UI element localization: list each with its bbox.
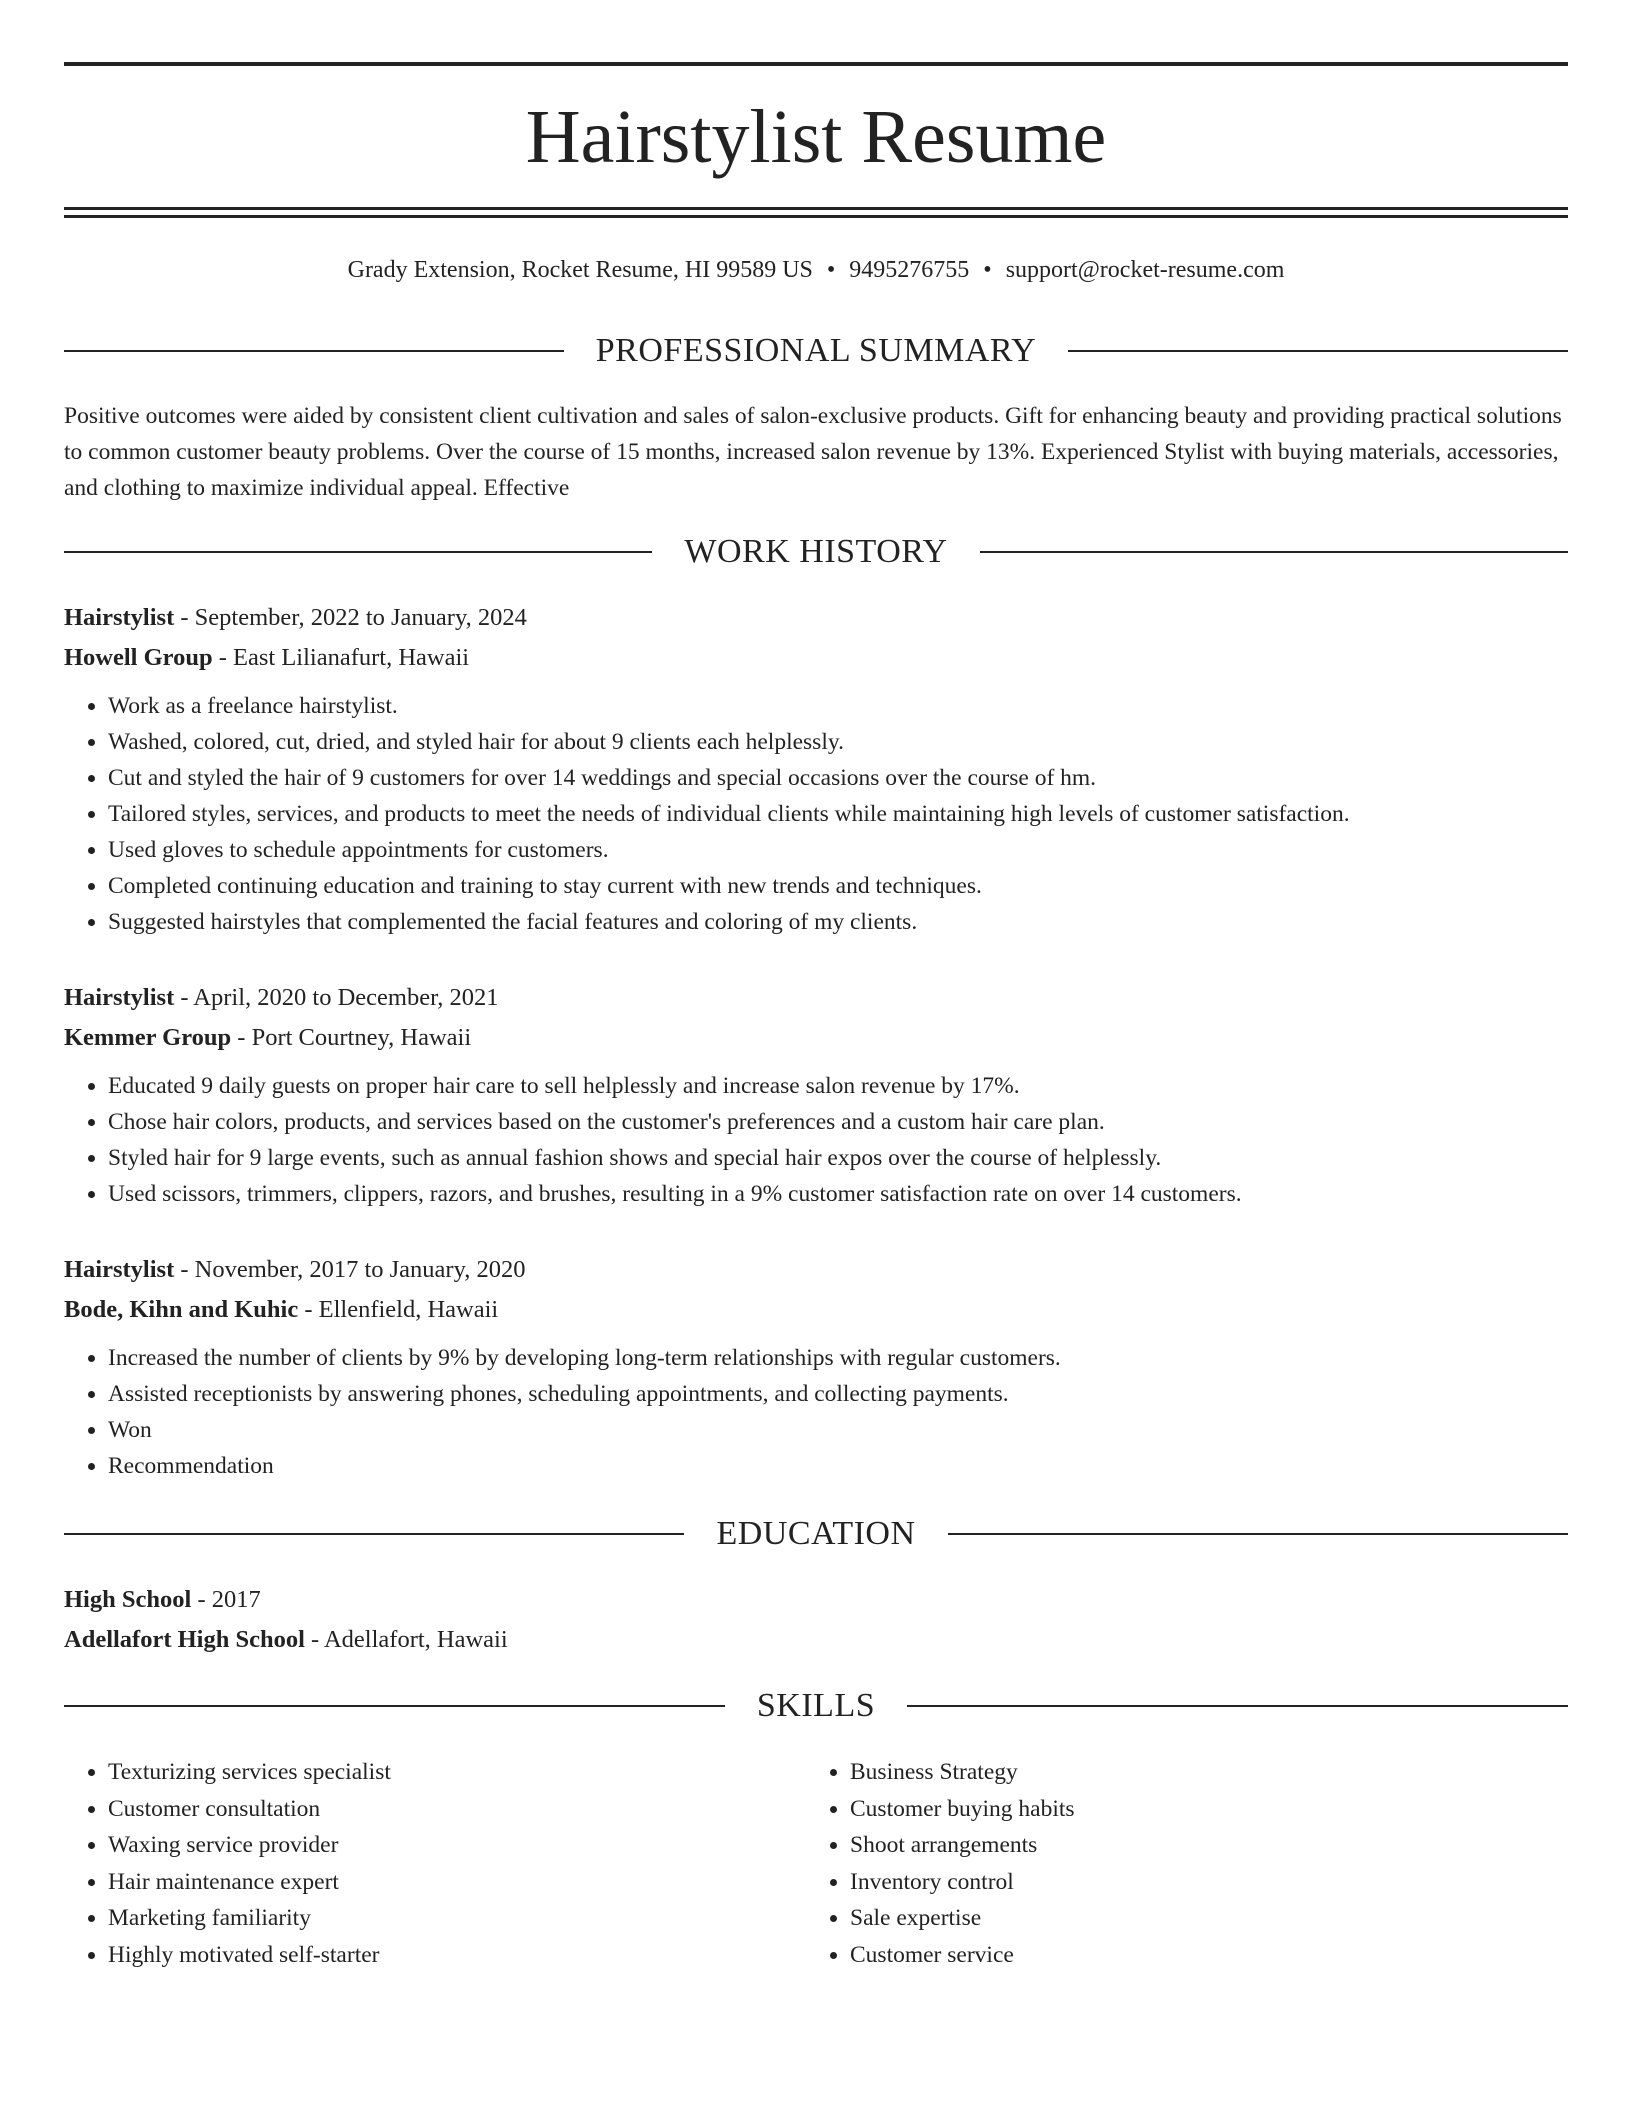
skill-item: • Shoot arrangements: [850, 1827, 1548, 1864]
job-bullet: • Work as a freelance hairstylist.: [108, 688, 1568, 724]
contact-separator: •: [983, 257, 992, 283]
job-company: Kemmer Group: [64, 1024, 232, 1051]
skill-item: • Business Strategy: [850, 1754, 1548, 1791]
job-dates: - April, 2020 to December, 2021: [174, 984, 499, 1011]
job-role: Hairstylist: [64, 604, 175, 631]
job-bullet: • Used scissors, trimmers, clippers, razors, and brushes, resulting in a 9% customer satisfaction rate on over 14 customers.: [108, 1176, 1568, 1212]
job-title-line: [64, 598, 1568, 638]
education-location: - Adellafort, Hawaii: [304, 1626, 508, 1653]
job-bullet: • Recommendation: [108, 1448, 1568, 1484]
job-company-line: [64, 638, 1568, 678]
contact-email: support@rocket-resume.com: [1005, 257, 1285, 283]
job-role: Hairstylist: [64, 1256, 175, 1283]
job-location: - Ellenfield, Hawaii: [298, 1296, 499, 1323]
skill-item: • Customer service: [850, 1937, 1548, 1974]
job-company-line: [64, 1290, 1568, 1330]
job-entry: [64, 1250, 1568, 1484]
section-title: PROFESSIONAL SUMMARY: [595, 332, 1037, 369]
job-bullets: [64, 1068, 1568, 1212]
contact-phone: 9495276755: [849, 257, 970, 283]
job-location: - Port Courtney, Hawaii: [231, 1024, 472, 1051]
section-rule: [64, 551, 652, 553]
education-degree-line: [64, 1580, 1568, 1620]
section-rule: [64, 350, 564, 352]
section-title: EDUCATION: [716, 1515, 916, 1552]
skill-item: • Highly motivated self-starter: [108, 1937, 806, 1974]
skill-item: • Marketing familiarity: [108, 1900, 806, 1937]
skill-item: • Waxing service provider: [108, 1827, 806, 1864]
job-bullet: • Chose hair colors, products, and services based on the customer's preferences and a custom hair care plan.: [108, 1104, 1568, 1140]
section-rule: [1068, 350, 1568, 352]
job-title-line: [64, 1250, 1568, 1290]
section-rule: [64, 1533, 684, 1535]
section-rule: [64, 1705, 725, 1707]
section-header-summary: [64, 331, 1568, 371]
job-bullet: • Used gloves to schedule appointments for customers.: [108, 832, 1568, 868]
section-title: WORK HISTORY: [684, 533, 948, 570]
skill-item: • Inventory control: [850, 1864, 1548, 1901]
section-header-work-history: [64, 532, 1568, 572]
resume-title: Hairstylist Resume: [525, 95, 1107, 179]
job-bullets: [64, 688, 1568, 940]
job-company-line: [64, 1018, 1568, 1058]
job-bullet: • Won: [108, 1412, 1568, 1448]
job-bullet: • Washed, colored, cut, dried, and styled hair for about 9 clients each helplessly.: [108, 724, 1568, 760]
job-dates: - November, 2017 to January, 2020: [174, 1256, 526, 1283]
job-company: Bode, Kihn and Kuhic: [64, 1296, 299, 1323]
job-dates: - September, 2022 to January, 2024: [174, 604, 527, 631]
skill-item: • Customer buying habits: [850, 1791, 1548, 1828]
section-title: SKILLS: [756, 1687, 876, 1724]
title-rule-upper: [64, 207, 1568, 210]
job-bullets: [64, 1340, 1568, 1484]
skill-item: • Customer consultation: [108, 1791, 806, 1828]
job-role: Hairstylist: [64, 984, 175, 1011]
skill-item: • Texturizing services specialist: [108, 1754, 806, 1791]
section-rule: [980, 551, 1568, 553]
skills-column-right: [806, 1754, 1548, 1973]
job-bullet: • Styled hair for 9 large events, such as annual fashion shows and special hair expos over the course of helplessly.: [108, 1140, 1568, 1176]
job-bullet: • Tailored styles, services, and products to meet the needs of individual clients while maintaining high levels of customer satisfaction.: [108, 796, 1568, 832]
job-bullet: • Educated 9 daily guests on proper hair care to sell helplessly and increase salon revenue by 17%.: [108, 1068, 1568, 1104]
education-school-line: [64, 1620, 1568, 1660]
section-rule: [907, 1705, 1568, 1707]
education-entry: [64, 1580, 1568, 1660]
title-rule-lower: [64, 215, 1568, 218]
job-location: - East Lilianafurt, Hawaii: [212, 644, 470, 671]
top-rule: [64, 62, 1568, 66]
job-entry: [64, 598, 1568, 940]
skills-list: [64, 1754, 1568, 1973]
education-school: Adellafort High School: [64, 1626, 305, 1653]
job-bullet: • Assisted receptionists by answering phones, scheduling appointments, and collecting payments.: [108, 1376, 1568, 1412]
job-bullet: • Cut and styled the hair of 9 customers for over 14 weddings and special occasions over the course of hm.: [108, 760, 1568, 796]
summary-text: Positive outcomes were aided by consistent client cultivation and sales of salon-exclusive products. Gift for enhancing beauty and providing practical solutions to common customer beauty problems. Over the course of 15 months, increased salon revenue by 13%. Experienced Stylist with buying materials, accessories, and clothing to maximize individual appeal. Effective: [64, 403, 1562, 501]
job-entry: [64, 978, 1568, 1212]
section-rule: [948, 1533, 1568, 1535]
job-company: Howell Group: [64, 644, 213, 671]
skills-column-left: [64, 1754, 806, 1973]
education-degree: High School: [64, 1586, 192, 1613]
job-bullet: • Suggested hairstyles that complemented the facial features and coloring of my clients.: [108, 904, 1568, 940]
skill-item: • Sale expertise: [850, 1900, 1548, 1937]
contact-line: [64, 254, 1568, 286]
contact-address: Grady Extension, Rocket Resume, HI 99589 US: [347, 257, 813, 283]
job-bullet: • Completed continuing education and training to stay current with new trends and techniques.: [108, 868, 1568, 904]
job-title-line: [64, 978, 1568, 1018]
section-header-skills: [64, 1686, 1568, 1726]
contact-separator: •: [826, 257, 836, 283]
skill-item: • Hair maintenance expert: [108, 1864, 806, 1901]
education-year: - 2017: [191, 1586, 261, 1613]
job-bullet: • Increased the number of clients by 9% by developing long-term relationships with regular customers.: [108, 1340, 1568, 1376]
section-header-education: [64, 1514, 1568, 1554]
